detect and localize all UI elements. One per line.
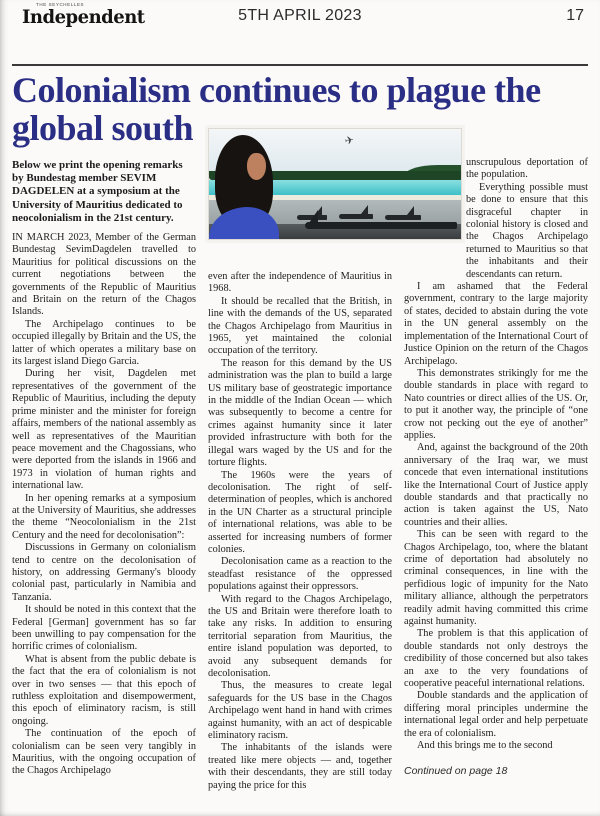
article-paragraph: It should be recalled that the British, in line with the demands of the US, separated the Chagos Archipelago from Mauritius in 1965, yet maintained the colonial occupation of the territory. bbox=[208, 295, 392, 357]
article-paragraph: Decolonisation came as a reaction to the steadfast resistance of the oppressed populations against their oppressors. bbox=[208, 556, 392, 593]
article-paragraph: Discussions in Germany on colonialism tend to centre on the decolonisation of history, on addressing Germany's bloody colonial past, particularly in Namibia and Tanzania. bbox=[12, 542, 196, 603]
article-paragraph: During her visit, Dagdelen met representatives of the government of the Republic of Mauritius, including the deputy prime minister and the minister for foreign affairs, members of the national assembly as well as representatives of the Mauritian peace movement and the Chagossians, who were deported from the islands in 1966 and 1973 in violation of human rights and international law. bbox=[12, 368, 196, 492]
bomber-aircraft-icon bbox=[339, 214, 373, 219]
masthead-title: Independent bbox=[22, 6, 145, 28]
article-paragraph: I am ashamed that the Federal government, contrary to the large majority of states, decided to abstain during the vote in the UN general assembly on the implementation of the International Court of Justice Opinion on the return of the Chagos Archipelago. bbox=[404, 281, 588, 367]
article-paragraph: Everything possible must be done to ensure that this disgraceful chapter in colonial history is closed and the Chagos Archipelago returned to Mauritius so that the inhabitants and their descendants can return. bbox=[466, 181, 588, 280]
article-paragraph: This demonstrates strikingly for me the double standards in place with regard to Nato countries or direct allies of the US. Or, to put it another way, the principle of “one crow not pecking out the eye of another” applies. bbox=[404, 367, 588, 441]
article-paragraph: The continuation of the epoch of colonialism can be seen very tangibly in Mauritius, with the ongoing occupation of the Chagos Archipelago bbox=[12, 728, 196, 777]
article-paragraph: The problem is that this application of double standards not only destroys the credibility of those concerned but also takes an axe to the very foundations of cooperative peaceful international relations. bbox=[404, 628, 588, 690]
article-paragraph: Double standards and the application of differing moral principles undermine the international legal order and help perpetuate the era of colonialism. bbox=[404, 690, 588, 739]
speaker-face bbox=[247, 153, 266, 180]
article-photo bbox=[208, 128, 462, 240]
speaker-portrait bbox=[209, 129, 295, 239]
page-header bbox=[12, 0, 588, 34]
article-paragraph: And this brings me to the second bbox=[417, 740, 553, 752]
article-paragraph: It should be noted in this context that the Federal [German] government has so far been unwilling to pay compensation for the horrific crimes of colonialism. bbox=[12, 604, 196, 653]
masthead-tagline: THE SEYCHELLES bbox=[36, 2, 85, 7]
article-paragraph: With regard to the Chagos Archipelago, the US and Britain were therefore loath to take any risks. In addition to ensuring territorial separation from Mauritius, the entire island population was deported, to avoid any subsequent demands for decolonisation. bbox=[208, 593, 392, 679]
article-paragraph: The inhabitants of the islands were treated like mere objects — and, together with their descendants, they are still today paying the price for this bbox=[208, 742, 392, 791]
article-columns bbox=[12, 157, 588, 792]
column-right bbox=[404, 157, 588, 777]
article-paragraph: The 1960s were the years of decolonisation. The right of self-determination of peoples, which is anchored in the UN Charter as a structural principle of international relations, was able to be asserted for increasing numbers of former colonies. bbox=[208, 469, 392, 555]
article-paragraph: In her opening remarks at a symposium at the University of Mauritius, she addresses the theme “Neocolonialism in the 21st Century and the need for decolonisation”: bbox=[12, 492, 196, 541]
article-paragraph: Thus, the measures to create legal safeguards for the US base in the Chagos Archipelago went hand in hand with crimes against humanity, with an act of despicable eliminatory racism. bbox=[208, 680, 392, 742]
bomber-aircraft-icon bbox=[385, 215, 421, 220]
article-paragraph: IN MARCH 2023, Member of the German Bundestag SevimDagdelen travelled to Mauritius for political discussions on the current negotiations between the governments of the Republic of Mauritius and Britain on the return of the Chagos Islands. bbox=[12, 232, 196, 318]
column-middle bbox=[208, 157, 392, 792]
bomber-tailfin-icon bbox=[361, 205, 368, 214]
article-paragraph: This can be seen with regard to the Chagos Archipelago, too, where the blatant crime of deportation had absolutely no criminal consequences, in line with the perfidious logic of impunity for the Nato military alliance, although the perpetrators readily admit having committed this crime against humanity. bbox=[404, 529, 588, 628]
article-paragraph: And, against the background of the 20th anniversary of the Iraq war, we must concede that even international institutions like the International Court of Justice apply double standards and that practically no action is taken against the US, Nato countries and their allies. bbox=[404, 442, 588, 528]
article-paragraph: The reason for this demand by the US administration was the plan to build a large US military base of geostrategic importance in the middle of the Indian Ocean — which was subsequently to become a centre for crimes against humanity since it later provided infrastructure with both for the illegal wars waged by the US and for the torture flights. bbox=[208, 357, 392, 469]
article-paragraph: What is absent from the public debate is the fact that the era of colonialism is not over in two senses — that this epoch of ruthless exploitation and disempowerment, this epoch of eliminatory racism, is still ongoing. bbox=[12, 653, 196, 727]
bomber-tailfin-icon bbox=[407, 206, 414, 215]
foreground-bomber-icon bbox=[305, 222, 457, 229]
issue-date: 5TH APRIL 2023 bbox=[238, 7, 362, 24]
article-paragraph: unscrupulous deportation of the population. bbox=[466, 157, 588, 181]
column-left bbox=[12, 157, 196, 778]
airplane-icon: ✈ bbox=[343, 134, 356, 148]
headline: Colonialism continues to plague the global south bbox=[12, 70, 541, 148]
continued-note: Continued on page 18 bbox=[404, 764, 508, 777]
page-number: 17 bbox=[566, 7, 584, 24]
intro-paragraph: Below we print the opening remarks by Bundestag member SEVIM DAGDELEN at a symposium at the University of Mauritius dedicated to neocolonialism in the 21st century. bbox=[12, 159, 183, 224]
article-paragraph: even after the independence of Mauritius in 1968. bbox=[208, 271, 392, 295]
header-rule bbox=[12, 64, 588, 66]
article-paragraph: The Archipelago continues to be occupied illegally by Britain and the US, the latter of which operates a military base on its largest island Diego Garcia. bbox=[12, 318, 196, 368]
